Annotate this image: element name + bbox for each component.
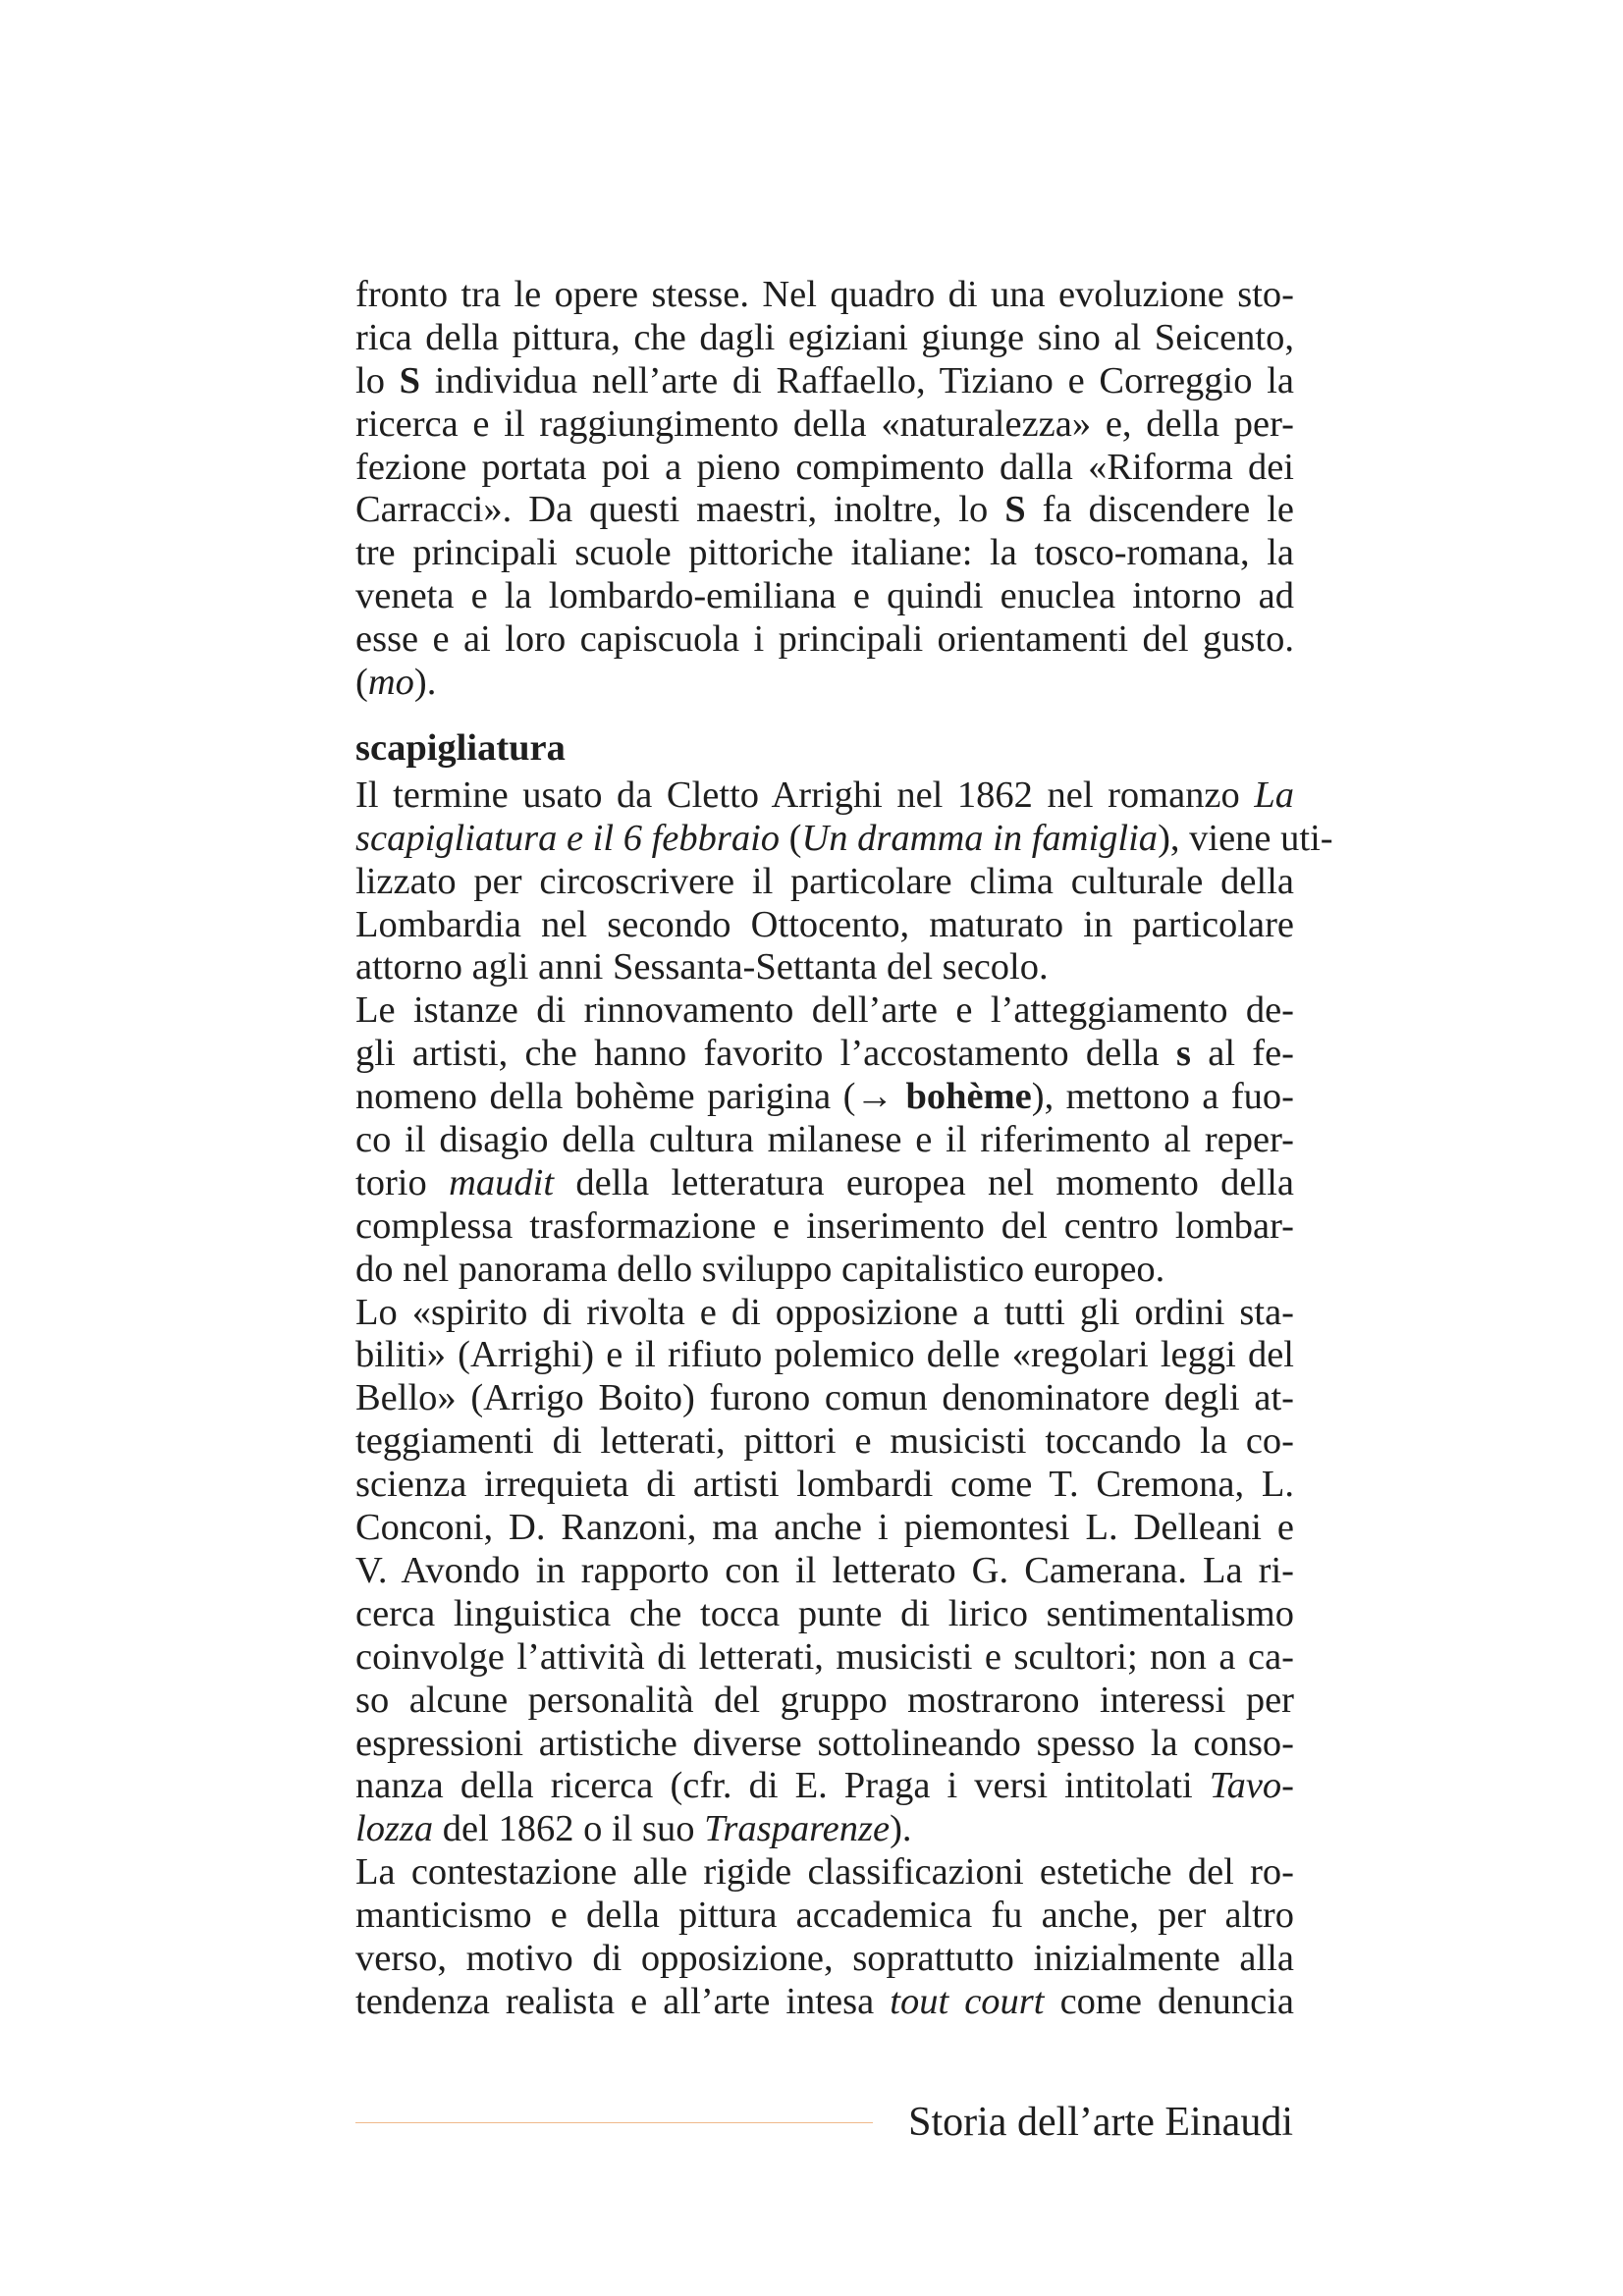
text-run: teggiamenti di letterati, pittori e musicisti toccando la co- (355, 1420, 1294, 1463)
text-run: so alcune personalità del gruppo mostrarono interessi per (355, 1679, 1294, 1721)
text-line (355, 403, 1294, 447)
text-run: lizzato per circoscrivere il particolare clima culturale della (355, 860, 1294, 902)
text-run: Il termine usato da Cletto Arrighi nel 1862 nel romanzo (355, 774, 1255, 816)
italic-text: Tavo- (1209, 1765, 1294, 1807)
footer-rule (355, 2122, 873, 2123)
text-run: attorno agli anni Sessanta-Settanta del secolo. (355, 946, 1049, 988)
text-run: ricerca e il raggiungimento della «naturalezza» e, della per- (355, 402, 1294, 445)
text-run: manticismo e della pittura accademica fu anche, per altro (355, 1895, 1294, 1937)
footer-title: Storia dell’arte Einaudi (908, 2100, 1293, 2145)
bold-text: S (1004, 489, 1026, 531)
text-line (355, 1162, 1294, 1205)
text-run: Lo «spirito di rivolta e di opposizione a tutti gli ordini sta- (355, 1291, 1294, 1333)
italic-text: tout court (890, 1980, 1045, 2022)
text-run: ). (413, 662, 437, 704)
text-line (355, 618, 1294, 662)
text-line (355, 1981, 1294, 2024)
text-line (355, 575, 1294, 618)
text-run: ( (355, 662, 368, 704)
text-run: ), mettono a fuo- (1031, 1076, 1294, 1118)
text-run: do nel panorama dello sviluppo capitalistico europeo. (355, 1248, 1165, 1290)
text-run: veneta e la lombardo-emiliana e quindi enuclea intorno ad (355, 575, 1294, 617)
text-line (355, 489, 1294, 532)
entry-body-text (355, 774, 1333, 2024)
text-run: V. Avondo in rapporto con il letterato G. Camerana. La ri- (355, 1549, 1294, 1591)
text-run: gli artisti, che hanno favorito l’accostamento della (355, 1033, 1176, 1075)
text-run: fa discendere le (1025, 489, 1295, 531)
text-run: ), viene uti- (1158, 817, 1333, 859)
text-run: del 1862 o il suo (433, 1808, 705, 1850)
text-line (355, 1680, 1294, 1723)
text-line (355, 1334, 1294, 1377)
italic-text: Trasparenze (704, 1808, 891, 1850)
text-run: coinvolge l’attività di letterati, musicisti e scultori; non a ca- (355, 1635, 1294, 1678)
bold-text: s (1175, 1033, 1191, 1075)
italic-text: maudit (449, 1161, 555, 1203)
text-line (355, 1765, 1294, 1808)
text-run: torio (355, 1161, 450, 1203)
text-line (355, 274, 1294, 317)
text-line (355, 1593, 1294, 1636)
text-line (355, 946, 1294, 989)
text-run: complessa trasformazione e inserimento del centro lombar- (355, 1204, 1294, 1247)
text-line (355, 532, 1294, 575)
italic-text: mo (367, 662, 414, 704)
text-line (355, 1076, 1294, 1119)
text-line (355, 1723, 1294, 1766)
text-line (355, 1550, 1294, 1593)
text-run: Le istanze di rinnovamento dell’arte e l’atteggiamento de- (355, 989, 1294, 1032)
text-line (355, 1851, 1294, 1895)
text-run: fronto tra le opere stesse. Nel quadro di una evoluzione sto- (355, 274, 1294, 315)
text-run: come denuncia (1044, 1980, 1294, 2022)
text-line (355, 1249, 1294, 1292)
text-line (355, 904, 1294, 947)
text-line (355, 861, 1294, 904)
text-run: scienza irrequieta di artisti lombardi come T. Cremona, L. (355, 1464, 1294, 1506)
text-run: della letteratura europea nel momento della (554, 1161, 1295, 1203)
text-line (355, 1292, 1294, 1335)
text-run: Carracci». Da questi maestri, inoltre, lo (355, 489, 1005, 531)
previous-entry-text (355, 274, 1294, 705)
text-line (355, 317, 1294, 360)
text-run: individua nell’arte di Raffaello, Tiziano e Correggio la (420, 359, 1294, 401)
text-line (355, 1420, 1294, 1464)
text-line (355, 817, 1333, 861)
text-run: tre principali scuole pittoriche italiane: la tosco-romana, la (355, 532, 1294, 574)
text-line (355, 447, 1294, 490)
text-run: co il disagio della cultura milanese e il riferimento al reper- (355, 1119, 1294, 1161)
text-run: nanza della ricerca (cfr. di E. Praga i versi intitolati (355, 1765, 1210, 1807)
text-line (355, 1377, 1294, 1420)
text-line (355, 1119, 1294, 1162)
text-line (355, 1507, 1294, 1550)
text-run: espressioni artistiche diverse sottolineando spesso la conso- (355, 1722, 1294, 1764)
text-run: cerca linguistica che tocca punte di lirico sentimentalismo (355, 1592, 1294, 1634)
text-run: lo (355, 359, 400, 401)
text-run: fezione portata poi a pieno compimento dalla «Riforma dei (355, 446, 1294, 488)
text-run: Lombardia nel secondo Ottocento, maturato in particolare (355, 903, 1294, 945)
text-line (355, 1895, 1294, 1938)
text-line (355, 1636, 1294, 1680)
text-run: tendenza realista e all’arte intesa (355, 1980, 891, 2022)
text-line (355, 662, 1294, 705)
text-run: verso, motivo di opposizione, soprattutto inizialmente alla (355, 1937, 1294, 1979)
bold-text: bohème (905, 1076, 1032, 1118)
text-line (355, 360, 1294, 403)
text-line (355, 1808, 1294, 1851)
text-run: La contestazione alle rigide classificazioni estetiche del ro- (355, 1851, 1294, 1894)
page-body (355, 274, 1333, 2024)
text-run: nomeno della bohème parigina (→ (355, 1076, 906, 1118)
text-run: al fe- (1190, 1033, 1294, 1075)
text-line (355, 1464, 1294, 1507)
entry-heading: scapigliatura (355, 726, 566, 769)
text-run: biliti» (Arrighi) e il rifiuto polemico delle «regolari leggi del (355, 1334, 1294, 1376)
text-line (355, 989, 1294, 1033)
text-run: esse e ai loro capiscuola i principali orientamenti del gusto. (355, 618, 1294, 661)
text-run: ). (890, 1808, 912, 1850)
text-run: Bello» (Arrigo Boito) furono comun denominatore degli at- (355, 1377, 1294, 1419)
text-run: Conconi, D. Ranzoni, ma anche i piemontesi L. Delleani e (355, 1507, 1294, 1549)
text-line (355, 774, 1294, 818)
text-run: ( (780, 817, 802, 859)
bold-text: S (399, 359, 421, 401)
italic-text: Un dramma in famiglia (801, 817, 1159, 859)
text-line (355, 1205, 1294, 1249)
italic-text: scapigliatura e il 6 febbraio (355, 817, 781, 859)
text-line (355, 1938, 1294, 1981)
italic-text: La (1254, 774, 1294, 816)
italic-text: lozza (355, 1808, 434, 1850)
text-line (355, 1033, 1294, 1076)
text-run: rica della pittura, che dagli egiziani giunge sino al Seicento, (355, 316, 1294, 358)
